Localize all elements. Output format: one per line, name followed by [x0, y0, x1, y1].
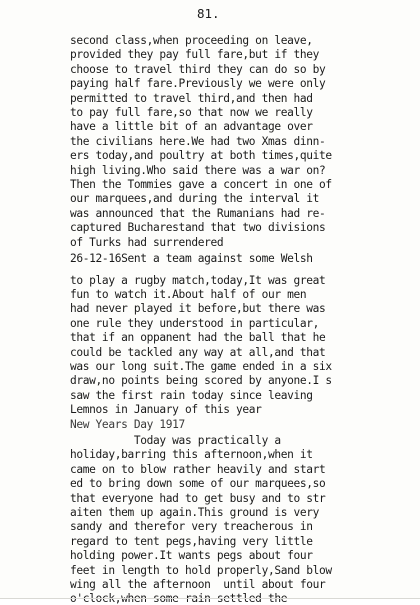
text-line: fun to watch it.About half of our men — [70, 287, 307, 301]
text-line: regard to tent pegs,having very little — [70, 534, 313, 548]
entry-heading-line: New Years Day 1917 — [70, 417, 185, 431]
text-line: provided they pay full fare,but if they — [70, 48, 320, 62]
text-line: that if an oppanent had the ball that he — [70, 331, 326, 345]
text-line: second class,when proceeding on leave, — [70, 34, 313, 47]
text-line: that everyone had to get busy and to str — [70, 491, 326, 505]
text-line: draw,no points being scored by anyone.I s — [70, 374, 332, 388]
text-line: could be tackled any way at all,and that — [70, 345, 326, 359]
text-line: holding power.It wants pegs about four — [70, 549, 313, 563]
text-line: had never played it before,but there was — [70, 302, 326, 316]
text-line: holiday,barring this afternoon,when it — [70, 448, 313, 462]
text-line: captured Bucharestand that two divisions — [70, 221, 326, 235]
text-line: was our long suit.The game ended in a six — [70, 359, 332, 373]
page-number: 81. — [197, 6, 220, 21]
text-line: the civilians here.We had two Xmas dinn- — [70, 134, 326, 148]
text-line: choose to travel third they can do so by — [70, 62, 326, 76]
text-line: wing all the afternoon until about four — [70, 577, 326, 591]
text-line: came on to blow rather heavily and start — [70, 462, 326, 476]
text-line: Today was practically a — [70, 433, 281, 447]
text-line: high living.Who said there was a war on? — [70, 163, 326, 177]
text-line: our marquees,and during the interval it — [70, 192, 320, 206]
text-line: one rule they understood in particular, — [70, 316, 320, 330]
text-line: of Turks had surrendered — [70, 235, 224, 249]
text-line: Lemnos in January of this year — [70, 403, 262, 417]
entry-date-line: 26-12-16Sent a team against some Welsh — [70, 251, 313, 265]
text-line: sandy and therefor very treacherous in — [70, 520, 313, 534]
typed-text-body — [70, 34, 332, 591]
text-line: permitted to travel third,and then had — [70, 91, 313, 105]
text-line: was announced that the Rumanians had re- — [70, 206, 326, 220]
text-line: Then the Tommies gave a concert in one of — [70, 178, 332, 191]
text-line: ers today,and poultry at both times,quite — [70, 149, 332, 163]
text-line: to pay full fare,so that now we really — [70, 106, 313, 119]
text-line: saw the first rain today since leaving — [70, 388, 313, 402]
text-line: have a little bit of an advantage over — [70, 120, 313, 134]
text-line: to play a rugby match,today,It was great — [70, 273, 326, 287]
text-line: ed to bring down some of our marquees,so — [70, 477, 326, 491]
text-line: aiten them up again.This ground is very — [70, 505, 320, 519]
text-line: feet in length to hold properly,Sand blow — [70, 563, 332, 577]
text-line: paying half fare.Previously we were only — [70, 77, 326, 91]
